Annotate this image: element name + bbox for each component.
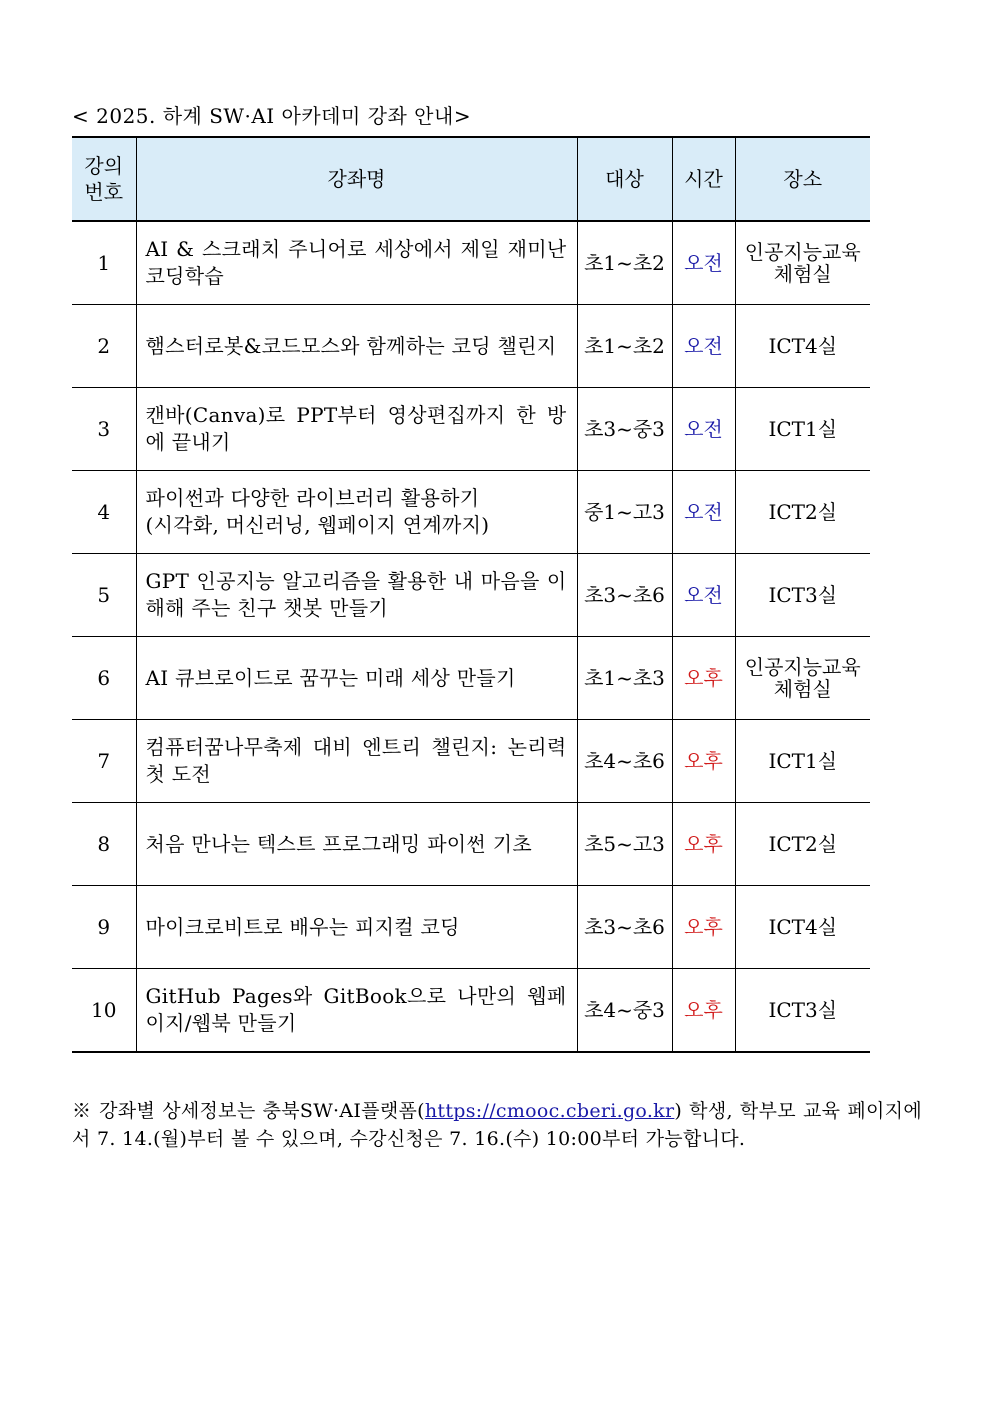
course-target: 중1~고3 (577, 471, 672, 554)
course-time: 오후 (672, 969, 735, 1053)
footnote-suffix: ) 학생, 학부모 교육 페이지에서 7. 14.(월)부터 볼 수 있으며, 수강신청은 7. 16.(수) 10:00부터 가능합니다. (72, 1100, 922, 1150)
course-name: 처음 만나는 텍스트 프로그래밍 파이썬 기초 (136, 803, 577, 886)
course-time: 오전 (672, 388, 735, 471)
course-place: ICT1실 (735, 720, 870, 803)
header-target: 대상 (577, 137, 672, 221)
course-name: 컴퓨터꿈나무축제 대비 엔트리 챌린지: 논리력 첫 도전 (136, 720, 577, 803)
course-target: 초1~초2 (577, 221, 672, 305)
course-number: 10 (72, 969, 136, 1053)
course-number: 2 (72, 305, 136, 388)
table-row (72, 886, 870, 969)
course-table (72, 136, 870, 1053)
course-target: 초3~초6 (577, 554, 672, 637)
course-name: AI & 스크래치 주니어로 세상에서 제일 재미난 코딩학습 (136, 221, 577, 305)
course-time: 오후 (672, 803, 735, 886)
course-name: 캔바(Canva)로 PPT부터 영상편집까지 한 방에 끝내기 (136, 388, 577, 471)
course-number: 1 (72, 221, 136, 305)
header-no-label: 강의 번호 (84, 154, 124, 204)
course-number: 5 (72, 554, 136, 637)
table-row (72, 388, 870, 471)
course-time: 오전 (672, 554, 735, 637)
table-row (72, 720, 870, 803)
table-row (72, 969, 870, 1053)
course-time: 오후 (672, 886, 735, 969)
course-name: GPT 인공지능 알고리즘을 활용한 내 마음을 이해해 주는 친구 챗봇 만들기 (136, 554, 577, 637)
footnote-prefix: ※ 강좌별 상세정보는 충북SW·AI플랫폼( (72, 1100, 425, 1122)
footnote (72, 1097, 922, 1153)
course-place: ICT3실 (735, 969, 870, 1053)
table-row (72, 471, 870, 554)
page-title: < 2025. 하계 SW·AI 아카데미 강좌 안내> (72, 104, 472, 128)
header-name: 강좌명 (136, 137, 577, 221)
course-target: 초1~초3 (577, 637, 672, 720)
table-row (72, 221, 870, 305)
table-row (72, 554, 870, 637)
course-place: ICT3실 (735, 554, 870, 637)
course-number: 8 (72, 803, 136, 886)
table-row (72, 803, 870, 886)
course-place: ICT4실 (735, 305, 870, 388)
course-place: 인공지능교육 체험실 (735, 221, 870, 305)
course-target: 초4~초6 (577, 720, 672, 803)
course-number: 7 (72, 720, 136, 803)
table-row (72, 637, 870, 720)
course-name: AI 큐브로이드로 꿈꾸는 미래 세상 만들기 (136, 637, 577, 720)
course-place: 인공지능교육 체험실 (735, 637, 870, 720)
course-target: 초4~중3 (577, 969, 672, 1053)
course-place: ICT1실 (735, 388, 870, 471)
course-name: 햄스터로봇&코드모스와 함께하는 코딩 챌린지 (136, 305, 577, 388)
course-name: 마이크로비트로 배우는 피지컬 코딩 (136, 886, 577, 969)
header-no (72, 137, 136, 221)
course-target: 초5~고3 (577, 803, 672, 886)
course-target: 초3~중3 (577, 388, 672, 471)
table-row (72, 305, 870, 388)
course-number: 3 (72, 388, 136, 471)
course-time: 오후 (672, 637, 735, 720)
platform-link[interactable]: https://cmooc.cberi.go.kr (424, 1100, 675, 1122)
course-target: 초1~초2 (577, 305, 672, 388)
course-place: ICT2실 (735, 803, 870, 886)
course-place: ICT2실 (735, 471, 870, 554)
course-number: 9 (72, 886, 136, 969)
course-target: 초3~초6 (577, 886, 672, 969)
header-place: 장소 (735, 137, 870, 221)
course-number: 4 (72, 471, 136, 554)
course-time: 오후 (672, 720, 735, 803)
course-number: 6 (72, 637, 136, 720)
course-time: 오전 (672, 305, 735, 388)
course-name: 파이썬과 다양한 라이브러리 활용하기 (시각화, 머신러닝, 웹페이지 연계까지) (136, 471, 577, 554)
course-name: GitHub Pages와 GitBook으로 나만의 웹페이지/웹북 만들기 (136, 969, 577, 1053)
course-place: ICT4실 (735, 886, 870, 969)
table-header-row (72, 137, 870, 221)
course-time: 오전 (672, 221, 735, 305)
course-time: 오전 (672, 471, 735, 554)
header-time: 시간 (672, 137, 735, 221)
